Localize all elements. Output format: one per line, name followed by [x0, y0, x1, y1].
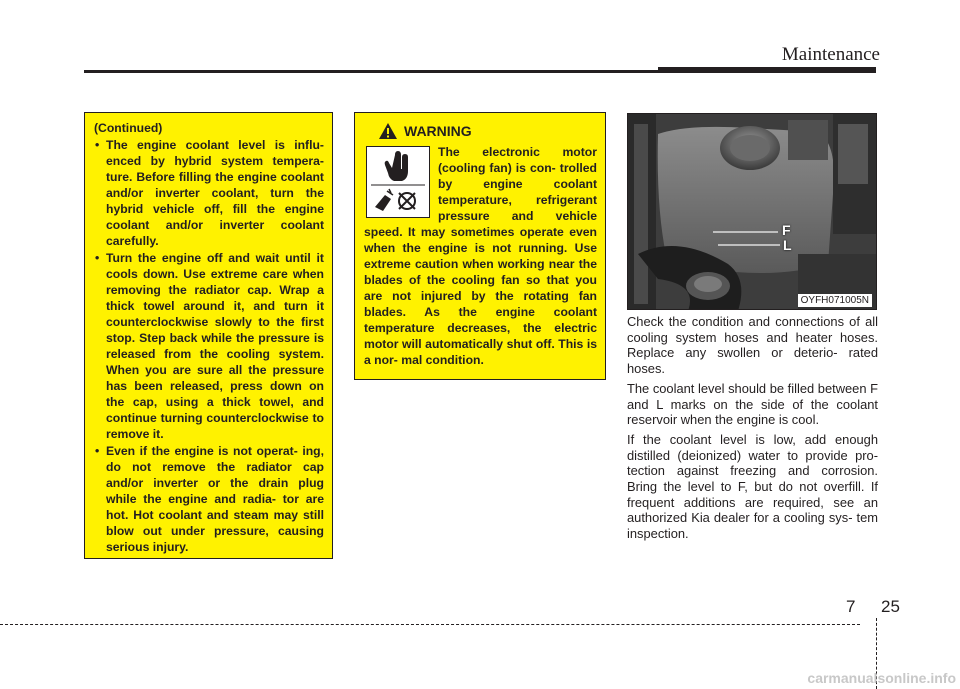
header-rule [84, 70, 662, 73]
warning-header [364, 120, 597, 142]
watermark: carmanualsonline.info [807, 670, 956, 686]
paragraph: If the coolant level is low, add enough distilled (deionized) water to provide pro- tection against freezing and corrosion. Bring the level to F, but do not overfill. If frequent additions are required, see an authorized Kia dealer for a cooling sys- tem inspection. [627, 431, 878, 542]
image-code: OYFH071005N [798, 294, 872, 307]
caution-bullet [94, 443, 324, 555]
warning-triangle-icon [378, 122, 398, 140]
low-mark: L [783, 237, 792, 253]
chapter-number: 7 [846, 597, 856, 616]
warning-box [354, 112, 606, 380]
hand-fan-hazard-icon [366, 146, 430, 218]
body-text [627, 314, 878, 546]
caution-bullet-text: Even if the engine is not operat- ing, do not remove the radiator cap and/or inverter or the drain plug while the engine and radia- tor are hot. Hot coolant and steam may still blow out under pressure, causing serious injury. [106, 444, 324, 554]
caution-bullet [94, 137, 324, 249]
continued-label: (Continued) [94, 121, 163, 135]
bullet-dot-icon: • [95, 251, 100, 265]
page-header-title: Maintenance [781, 44, 880, 65]
caution-bullet-text: Turn the engine off and wait until it cools down. Use extreme care when removing the radiator cap. Wrap a thick towel around it, and turn it counterclockwise slowly to the first stop. Step back while the pressure is released from the cooling system. When you are sure all the pressure has been released, press down on the cap, using a thick towel, and continue turning counterclockwise to remove it. [106, 251, 324, 441]
paragraph: Check the condition and connections of all cooling system hoses and heater hoses. Replace any swollen or deterio- rated hoses. [627, 314, 878, 377]
caution-bullet [94, 250, 324, 442]
continued-caution-box [84, 112, 333, 559]
coolant-reservoir-photo [627, 113, 877, 310]
bullet-dot-icon: • [95, 444, 100, 458]
warning-label: WARNING [404, 123, 472, 139]
footer-dashed-rule [0, 624, 860, 625]
page-number: 25 [881, 597, 900, 616]
paragraph: The coolant level should be filled between F and L marks on the side of the coolant reservoir when the engine is cool. [627, 380, 878, 428]
bullet-dot-icon: • [95, 138, 100, 152]
header-rule-accent [658, 67, 876, 73]
caution-bullet-text: The engine coolant level is influ- enced by hybrid system tempera- ture. Before filling the engine coolant and/or inverter coolant, turn the hybrid vehicle off, fill the engine coolant and/or inverter coolant carefully. [106, 138, 324, 248]
warning-text: The electronic motor (cooling fan) is con- trolled by engine coolant temperature, refrigerant pressure and vehicle speed. It may sometimes operate even when the engine is not running. Use extreme caution when working near the blades of the cooling fan so that you are not injured by the rotating fan blades. As the engine coolant temperature decreases, the electric motor will automatically shut off. This is a nor- mal condition. [364, 145, 597, 367]
full-mark: F [782, 222, 791, 238]
